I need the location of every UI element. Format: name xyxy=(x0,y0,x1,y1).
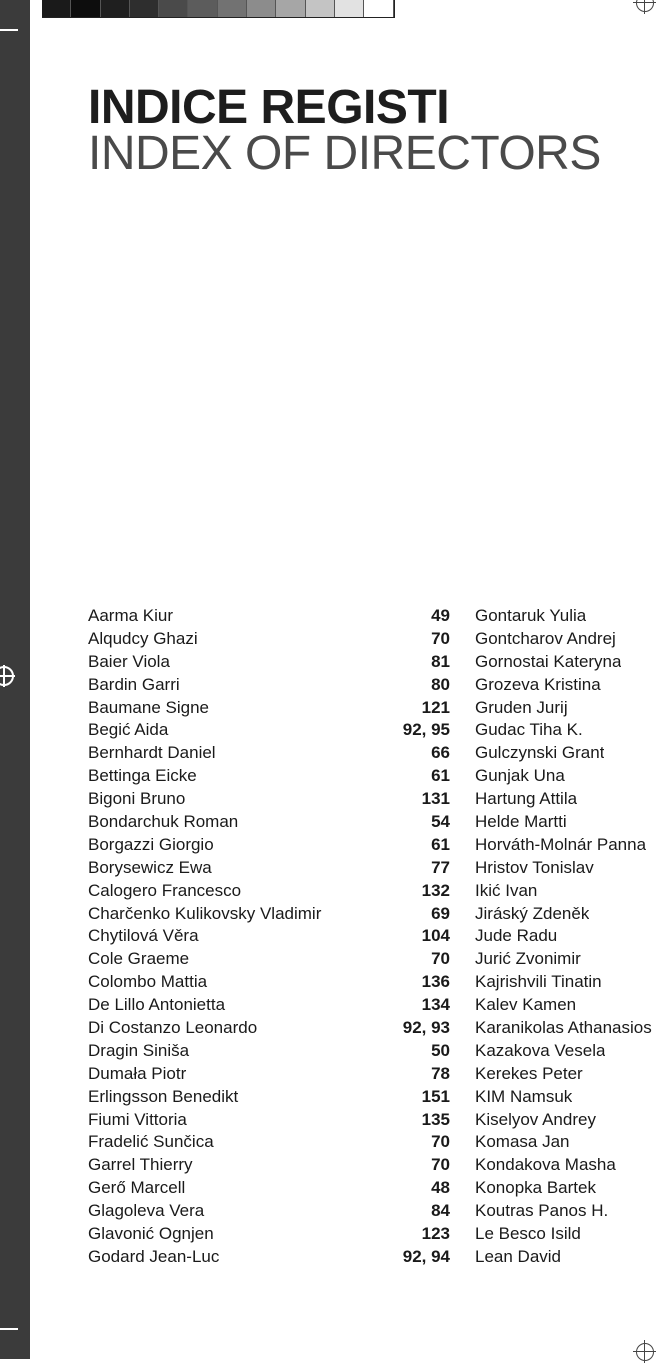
index-entry xyxy=(88,1223,450,1246)
director-name: Gulczynski Grant xyxy=(475,743,605,763)
index-entry xyxy=(88,903,450,926)
color-swatch xyxy=(364,0,393,17)
page-numbers: 132 xyxy=(421,880,450,900)
director-name: Karanikolas Athanasios xyxy=(475,1018,652,1038)
color-swatch xyxy=(306,0,335,17)
page-numbers: 50 xyxy=(431,1040,450,1060)
index-entry xyxy=(475,1040,665,1063)
index-entry xyxy=(475,719,665,742)
index-entry xyxy=(88,674,450,697)
page-numbers: 49 xyxy=(431,606,450,625)
page-numbers: 70 xyxy=(431,949,450,969)
crop-mark xyxy=(0,29,18,31)
director-name: Bondarchuk Roman xyxy=(88,812,239,832)
index-entry xyxy=(475,628,665,651)
director-name: Bettinga Eicke xyxy=(88,766,197,786)
index-entry xyxy=(475,1017,665,1040)
index-entry xyxy=(475,1177,665,1200)
page-numbers: 136 xyxy=(421,972,450,992)
page-numbers: 135 xyxy=(421,1109,450,1129)
director-name: Di Costanzo Leonardo xyxy=(88,1018,258,1038)
index-entry xyxy=(88,1086,450,1109)
director-name: Gudac Tiha K. xyxy=(475,720,583,740)
index-entry xyxy=(475,1246,665,1269)
director-name: Fradelić Sunčica xyxy=(88,1132,214,1152)
page-title-english: INDEX OF DIRECTORS xyxy=(88,127,601,180)
page-numbers: 77 xyxy=(431,857,450,877)
director-name: Hartung Attila xyxy=(475,789,578,809)
index-entry xyxy=(88,834,450,857)
index-entry xyxy=(475,948,665,971)
page-numbers: 92, 95 xyxy=(402,720,450,740)
index-entry xyxy=(88,788,450,811)
director-name: Kazakova Vesela xyxy=(475,1040,606,1060)
page-numbers: 92, 93 xyxy=(402,1018,450,1038)
director-name: Grozeva Kristina xyxy=(475,674,601,694)
page-numbers: 70 xyxy=(431,1132,450,1152)
director-name: Dragin Siniša xyxy=(88,1040,190,1060)
page-numbers: 66 xyxy=(431,743,450,763)
director-name: Ikić Ivan xyxy=(475,880,538,900)
page-numbers: 69 xyxy=(431,903,450,923)
index-entry xyxy=(88,765,450,788)
page-numbers: 121 xyxy=(421,697,450,717)
index-entry xyxy=(88,697,450,720)
index-entry xyxy=(88,628,450,651)
color-swatch xyxy=(130,0,159,17)
index-entry xyxy=(475,788,665,811)
director-name: De Lillo Antonietta xyxy=(88,995,226,1015)
index-entry xyxy=(88,1063,450,1086)
color-swatch xyxy=(247,0,276,17)
index-entry xyxy=(475,651,665,674)
director-name: Baumane Signe xyxy=(88,697,209,717)
index-entry xyxy=(475,697,665,720)
director-name: Cole Graeme xyxy=(88,949,190,969)
director-name: Alqudcy Ghazi xyxy=(88,628,198,648)
page-title-italian: INDICE REGISTI xyxy=(88,81,450,134)
index-entry xyxy=(88,1177,450,1200)
director-name: Kajrishvili Tinatin xyxy=(475,972,602,992)
director-name: Godard Jean-Luc xyxy=(88,1246,220,1266)
index-entry xyxy=(475,765,665,788)
index-entry xyxy=(88,719,450,742)
director-name: Kondakova Masha xyxy=(475,1155,616,1175)
index-entry xyxy=(88,948,450,971)
director-name: Gontcharov Andrej xyxy=(475,628,616,648)
page-numbers: 78 xyxy=(431,1063,450,1083)
index-entry xyxy=(475,1063,665,1086)
director-name: Gunjak Una xyxy=(475,766,565,786)
index-entry xyxy=(88,971,450,994)
index-entry xyxy=(475,742,665,765)
index-entry xyxy=(475,674,665,697)
index-entry xyxy=(475,994,665,1017)
director-name: Konopka Bartek xyxy=(475,1178,596,1198)
director-name: Garrel Thierry xyxy=(88,1155,193,1175)
director-name: KIM Namsuk xyxy=(475,1086,573,1106)
page-numbers: 151 xyxy=(421,1086,450,1106)
color-swatch xyxy=(71,0,100,17)
index-entry xyxy=(475,834,665,857)
page-numbers: 70 xyxy=(431,1155,450,1175)
index-entry xyxy=(88,1200,450,1223)
registration-mark-icon xyxy=(636,1343,654,1361)
director-name: Dumała Piotr xyxy=(88,1063,187,1083)
index-entry xyxy=(475,857,665,880)
color-swatch xyxy=(159,0,188,17)
director-name: Kerekes Peter xyxy=(475,1063,583,1083)
index-entry xyxy=(88,1131,450,1154)
director-name: Jiráský Zdeněk xyxy=(475,903,590,923)
index-entry xyxy=(475,605,665,628)
director-name: Kalev Kamen xyxy=(475,995,577,1015)
index-entry xyxy=(475,1223,665,1246)
director-name: Komasa Jan xyxy=(475,1132,570,1152)
director-name: Horváth-Molnár Panna xyxy=(475,834,647,854)
page-numbers: 61 xyxy=(431,834,450,854)
director-name: Bigoni Bruno xyxy=(88,789,186,809)
director-name: Gontaruk Yulia xyxy=(475,606,587,625)
crop-mark xyxy=(0,1328,18,1330)
page-numbers: 81 xyxy=(431,651,450,671)
index-entry xyxy=(88,605,450,628)
index-entry xyxy=(88,651,450,674)
director-name: Calogero Francesco xyxy=(88,880,242,900)
director-name: Jude Radu xyxy=(475,926,558,946)
director-name: Borysewicz Ewa xyxy=(88,857,212,877)
index-entry xyxy=(88,1040,450,1063)
index-entry xyxy=(475,880,665,903)
color-swatch xyxy=(218,0,247,17)
index-entry xyxy=(475,1109,665,1132)
index-entry xyxy=(88,742,450,765)
page-numbers: 92, 94 xyxy=(402,1246,450,1266)
director-name: Charčenko Kulikovsky Vladimir xyxy=(88,903,322,923)
page-numbers: 104 xyxy=(421,926,450,946)
page-numbers: 80 xyxy=(431,674,450,694)
index-entry xyxy=(475,903,665,926)
index-entry xyxy=(475,1200,665,1223)
director-name: Le Besco Isild xyxy=(475,1224,581,1244)
director-name: Glavonić Ognjen xyxy=(88,1224,214,1244)
index-entry xyxy=(475,925,665,948)
color-swatch xyxy=(101,0,130,17)
director-name: Kiselyov Andrey xyxy=(475,1109,596,1129)
index-entry xyxy=(88,925,450,948)
page-numbers: 123 xyxy=(421,1224,450,1244)
color-swatch xyxy=(188,0,217,17)
index-column-left xyxy=(88,605,450,1269)
index-entry xyxy=(88,811,450,834)
page-numbers: 84 xyxy=(431,1201,450,1221)
color-swatch xyxy=(276,0,305,17)
director-name: Glagoleva Vera xyxy=(88,1201,205,1221)
registration-mark-icon xyxy=(0,666,14,686)
director-name: Bernhardt Daniel xyxy=(88,743,216,763)
director-name: Helde Martti xyxy=(475,812,567,832)
page-numbers: 61 xyxy=(431,766,450,786)
index-entry xyxy=(88,1109,450,1132)
director-name: Erlingsson Benedikt xyxy=(88,1086,239,1106)
page-numbers: 54 xyxy=(431,812,450,832)
color-calibration-strip xyxy=(42,0,395,18)
director-name: Bardin Garri xyxy=(88,674,180,694)
index-entry xyxy=(475,1086,665,1109)
page-numbers: 131 xyxy=(421,789,450,809)
director-name: Gornostai Kateryna xyxy=(475,651,622,671)
index-entry xyxy=(475,971,665,994)
director-name: Colombo Mattia xyxy=(88,972,208,992)
page-numbers: 134 xyxy=(421,995,450,1015)
page-numbers: 70 xyxy=(431,628,450,648)
color-swatch xyxy=(42,0,71,17)
index-entry xyxy=(475,1131,665,1154)
index-entry xyxy=(88,994,450,1017)
color-swatch xyxy=(335,0,364,17)
director-name: Baier Viola xyxy=(88,651,170,671)
index-entry xyxy=(88,1154,450,1177)
director-name: Begić Aida xyxy=(88,720,169,740)
director-name: Borgazzi Giorgio xyxy=(88,834,214,854)
director-name: Chytilová Věra xyxy=(88,926,199,946)
director-name: Aarma Kiur xyxy=(88,606,174,625)
director-name: Fiumi Vittoria xyxy=(88,1109,187,1129)
index-entry xyxy=(88,880,450,903)
director-name: Lean David xyxy=(475,1246,562,1266)
director-name: Jurić Zvonimir xyxy=(475,949,581,969)
director-name: Gerő Marcell xyxy=(88,1178,186,1198)
director-name: Gruden Jurij xyxy=(475,697,568,717)
director-name: Koutras Panos H. xyxy=(475,1201,609,1221)
director-name: Hristov Tonislav xyxy=(475,857,594,877)
index-entry xyxy=(475,1154,665,1177)
index-entry xyxy=(88,1017,450,1040)
index-entry xyxy=(88,857,450,880)
registration-mark-icon xyxy=(636,0,654,12)
side-band xyxy=(0,0,30,1359)
index-column-right xyxy=(475,605,665,1269)
index-entry xyxy=(475,811,665,834)
index-entry xyxy=(88,1246,450,1269)
page-numbers: 48 xyxy=(431,1178,450,1198)
